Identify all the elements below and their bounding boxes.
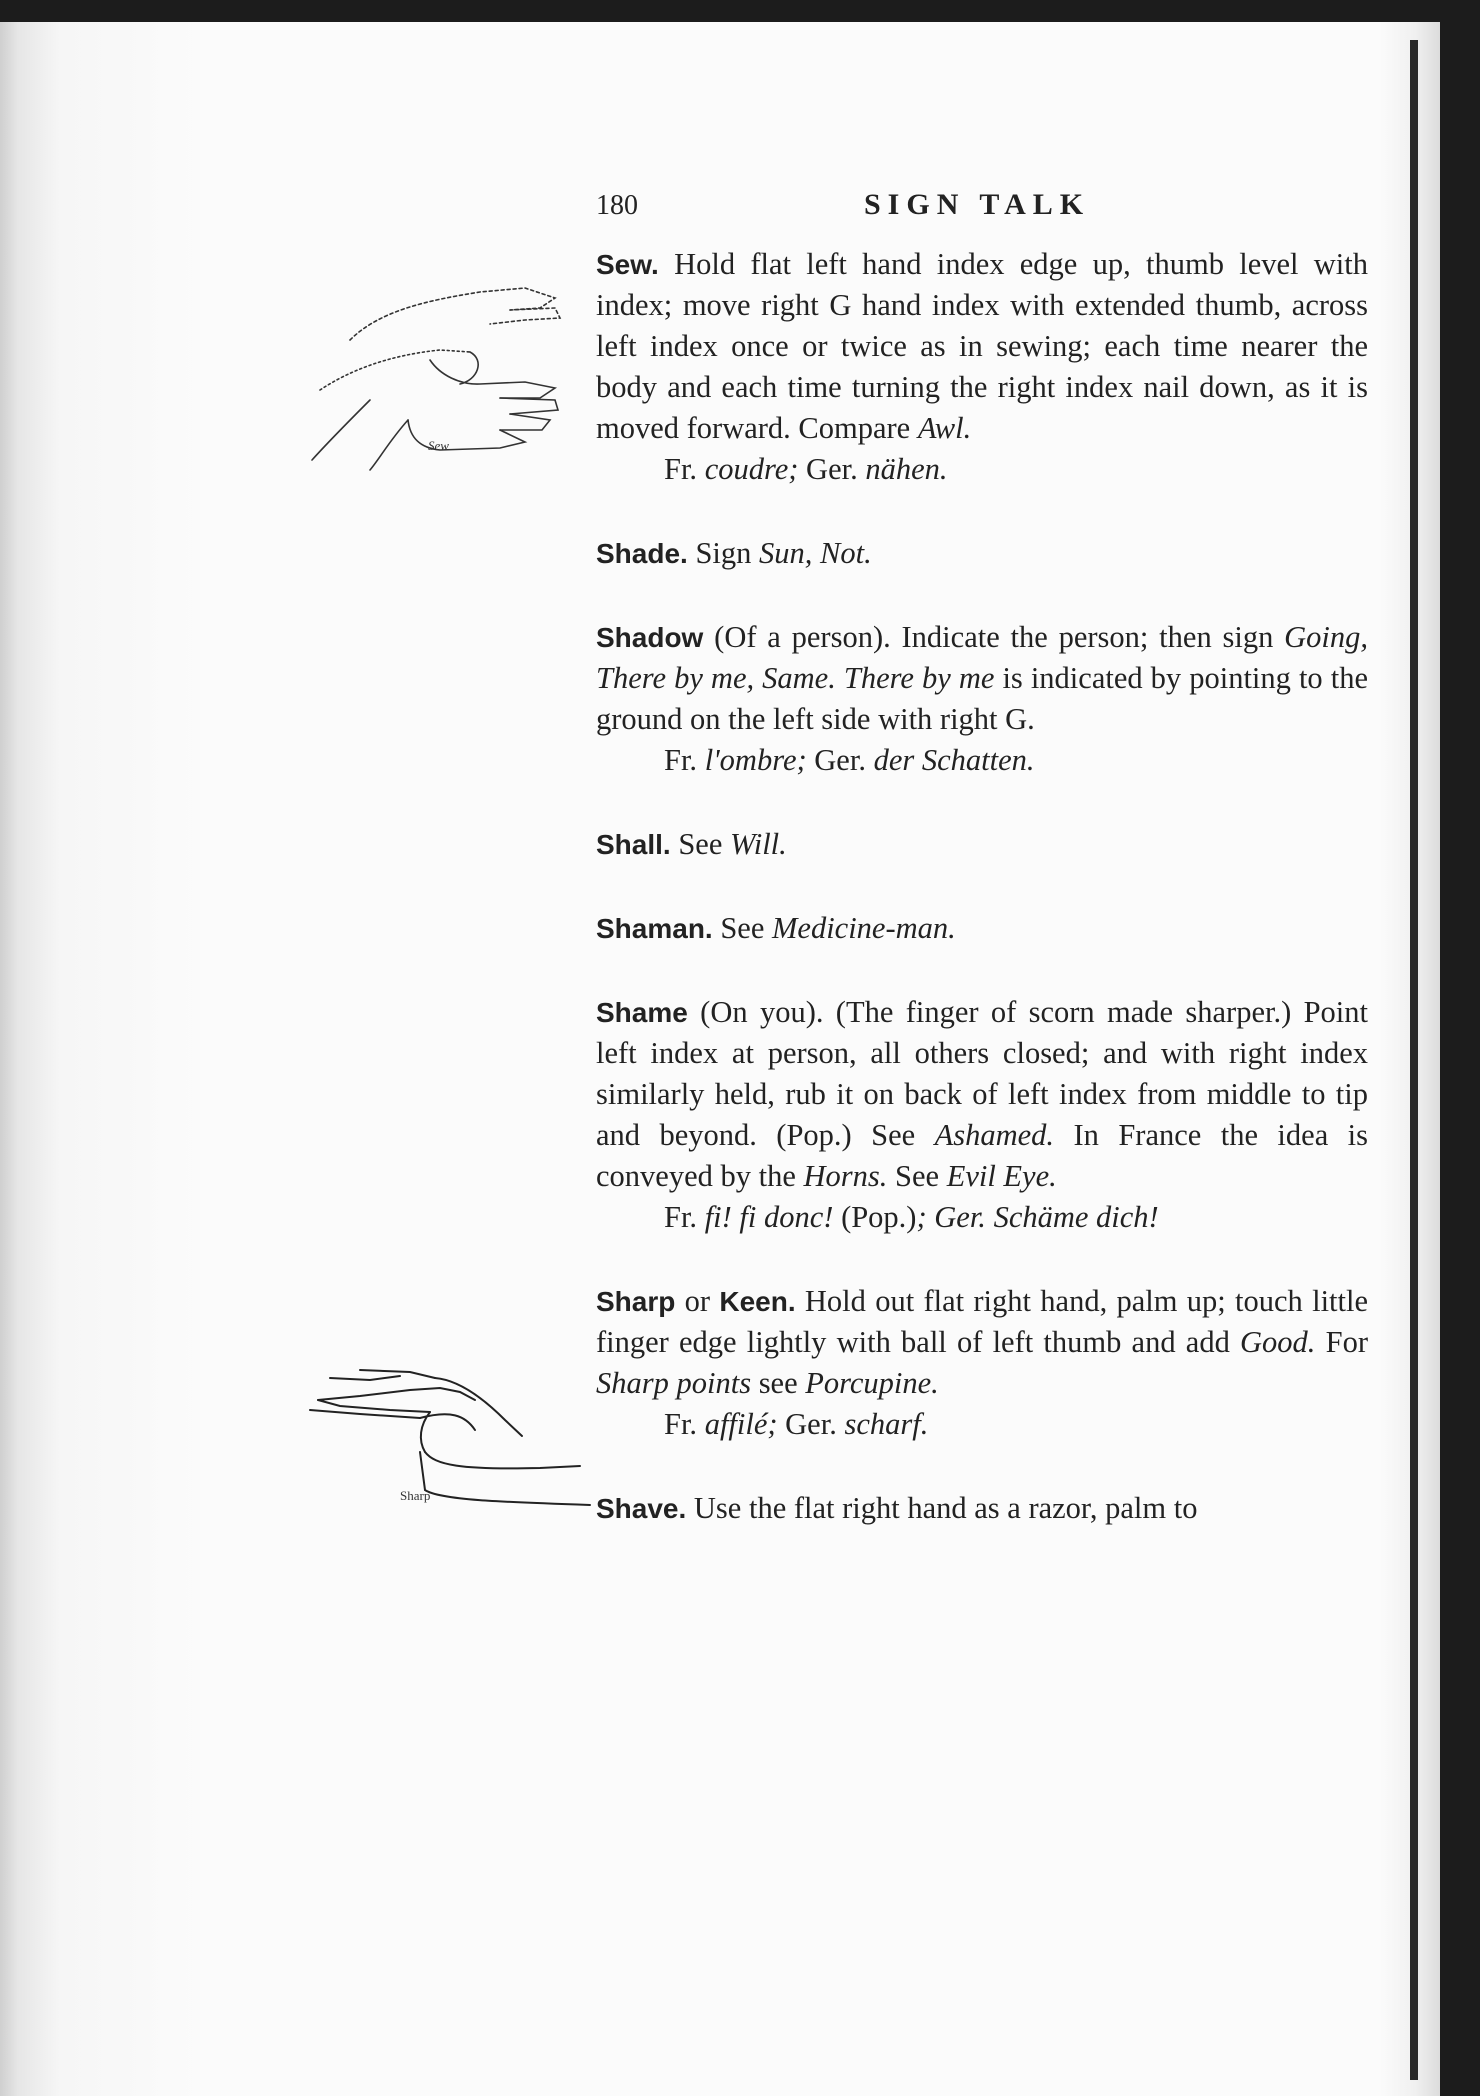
cross-reference: Good. bbox=[1240, 1325, 1316, 1359]
running-title: SIGN TALK bbox=[864, 188, 1091, 221]
entry-body: Sign bbox=[695, 536, 759, 570]
page-number: 180 bbox=[596, 190, 638, 221]
entry-shame: Shame (On you). (The finger of scorn made sharper.) Point left index at person, all others closed; and with right index similarly held, rub it on back of left index from middle to tip and beyond. (Pop.) See Ashamed. In France the idea is conveyed by the Horns. See Evil Eye. Fr. fi! fi donc! (Pop.); Ger. Schäme dich! bbox=[596, 992, 1368, 1238]
entry-sew bbox=[596, 244, 1368, 490]
entry-head: Sew. bbox=[596, 249, 659, 280]
entry-body: (On you). (The finger of scorn made sharper.) Point left index at person, all others closed; and with right index similarly held, rub it on back of left index from middle to tip and beyond. (Pop.) See bbox=[596, 995, 1369, 1152]
cross-reference: Horns. bbox=[803, 1159, 888, 1193]
entry-shade bbox=[596, 533, 1368, 574]
sew-hands-illustration bbox=[310, 280, 590, 480]
sew-caption: Sew bbox=[428, 438, 449, 453]
sharp-hands-illustration bbox=[300, 1340, 600, 1520]
entry-head: Shall. bbox=[596, 829, 671, 860]
entry-body: (Of a person). Indicate the person; then sign bbox=[714, 620, 1285, 654]
entry-body: See bbox=[678, 827, 730, 861]
entry-head-alt: Keen. bbox=[719, 1286, 796, 1317]
page-edge-shadow bbox=[1410, 40, 1418, 2080]
cross-reference: Porcupine. bbox=[805, 1366, 939, 1400]
translations: Fr. affilé; Ger. scharf. bbox=[664, 1407, 929, 1441]
entry-shaman bbox=[596, 908, 1368, 949]
entry-head: Sharp bbox=[596, 1286, 676, 1317]
running-header bbox=[596, 190, 1376, 230]
cross-reference: Ashamed. bbox=[934, 1118, 1055, 1152]
entry-shave bbox=[596, 1488, 1368, 1529]
sharp-caption: Sharp bbox=[400, 1488, 431, 1503]
entry-body: Use the flat right hand as a razor, palm to bbox=[693, 1491, 1198, 1525]
cross-reference: Going, There by me, Same. There by me bbox=[596, 620, 1369, 695]
cross-reference: Sharp points bbox=[596, 1366, 752, 1400]
entry-sharp: Sharp or Keen. Hold out flat right hand, palm up; touch little finger edge lightly with ball of left thumb and add Good. For Sharp points see Porcupine. Fr. affilé; Ger. scharf. bbox=[596, 1281, 1368, 1445]
entry-head: Shave. bbox=[596, 1493, 687, 1524]
cross-reference: Sun, Not. bbox=[759, 536, 872, 570]
entry-body: See bbox=[720, 911, 772, 945]
entry-shall bbox=[596, 824, 1368, 865]
cross-reference: Medicine-man. bbox=[772, 911, 956, 945]
entry-body: Hold out flat right hand, palm up; touch little finger edge lightly with ball of left thumb and add bbox=[596, 1284, 1368, 1359]
cross-reference: Evil Eye. bbox=[946, 1159, 1057, 1193]
entry-head: Shadow bbox=[596, 622, 704, 653]
entry-head: Shaman. bbox=[596, 913, 713, 944]
entry-body-tail: is indicated by pointing to the ground on the left side with right G. bbox=[596, 661, 1368, 736]
entry-body: Hold flat left hand index edge up, thumb level with index; move right G hand index with extended thumb, across left index once or twice as in sewing; each time nearer the body and each time turning the right index nail down, as it is moved forward. Compare bbox=[596, 247, 1368, 445]
entry-head: Shame bbox=[596, 997, 688, 1028]
translations: Fr. coudre; Ger. nähen. bbox=[664, 452, 948, 486]
translations: Fr. l'ombre; Ger. der Schatten. bbox=[664, 743, 1035, 777]
cross-reference: Will. bbox=[730, 827, 787, 861]
dictionary-text bbox=[596, 244, 1368, 1529]
entry-shadow bbox=[596, 617, 1368, 781]
translations: Fr. fi! fi donc! (Pop.); Ger. Schäme dich! bbox=[664, 1200, 1159, 1234]
cross-reference: Awl. bbox=[917, 411, 972, 445]
entry-head: Shade. bbox=[596, 538, 688, 569]
